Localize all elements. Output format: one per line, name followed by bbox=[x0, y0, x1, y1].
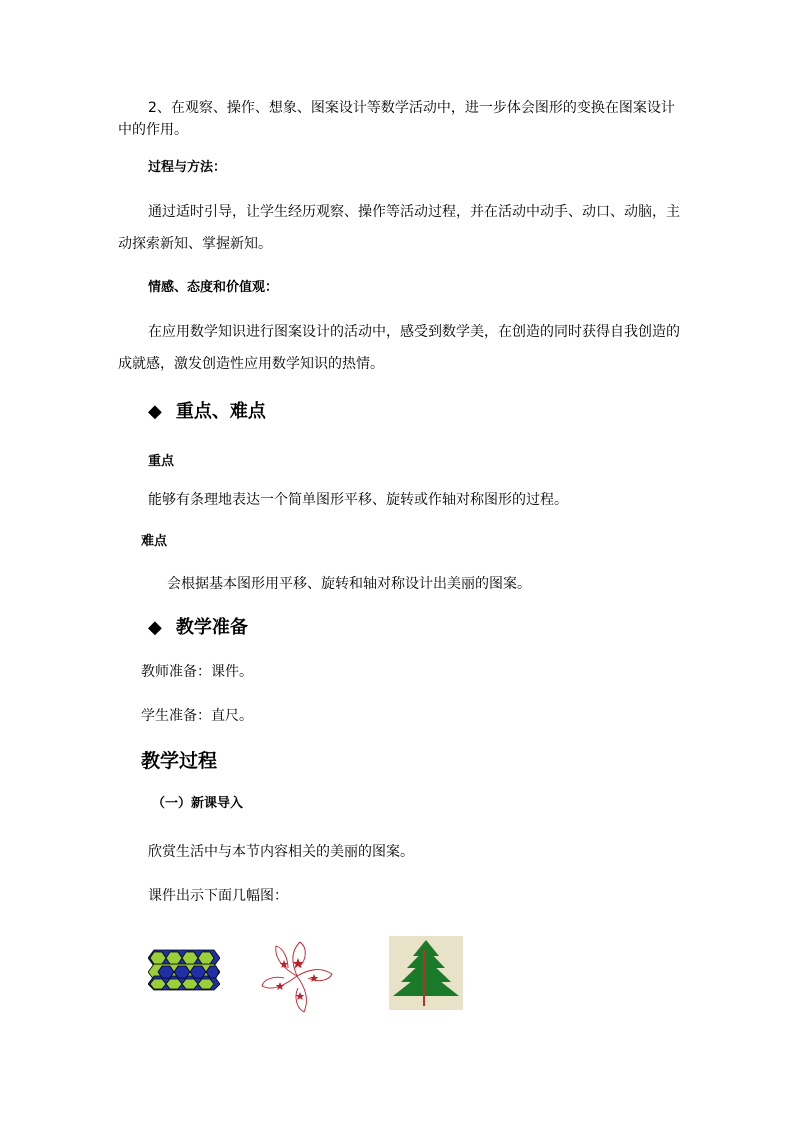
student-preparation: 学生准备：直尺。 bbox=[141, 708, 253, 724]
emotion-line2: 成就感，激发创造性应用数学知识的热情。 bbox=[118, 356, 384, 372]
teacher-preparation: 教师准备：课件。 bbox=[141, 664, 253, 680]
difficulty-text: 会根据基本图形用平移、旋转和轴对称设计出美丽的图案。 bbox=[167, 576, 531, 592]
hexagon-tile-pattern-image bbox=[148, 946, 220, 992]
section-line2: 课件出示下面几幅图： bbox=[148, 888, 288, 904]
christmas-tree-pattern-image bbox=[389, 936, 463, 1010]
section-new-lesson-title: （一）新课导入 bbox=[152, 796, 244, 811]
process-method-line2: 动探索新知、掌握新知。 bbox=[118, 236, 272, 252]
process-method-title: 过程与方法： bbox=[148, 160, 227, 175]
preparation-heading-text: 教学准备 bbox=[175, 617, 248, 638]
difficulty-title: 难点 bbox=[141, 534, 168, 549]
emotion-title: 情感、态度和价值观： bbox=[148, 280, 279, 295]
process-method-line1: 通过适时引导，让学生经历观察、操作等活动过程，并在活动中动手、动口、动脑，主 bbox=[148, 204, 680, 220]
key-points-heading bbox=[148, 400, 266, 424]
focus-title: 重点 bbox=[148, 454, 175, 469]
emotion-line1: 在应用数学知识进行图案设计的活动中，感受到数学美，在创造的同时获得自我创造的 bbox=[148, 324, 680, 340]
objective-item2-line1: 2、在观察、操作、想象、图案设计等数学活动中，进一步体会图形的变换在图案设计 bbox=[148, 100, 675, 116]
teaching-process-heading: 教学过程 bbox=[141, 750, 218, 772]
section-line1: 欣赏生活中与本节内容相关的美丽的图案。 bbox=[148, 844, 414, 860]
key-points-heading-text: 重点、难点 bbox=[175, 401, 266, 422]
focus-text: 能够有条理地表达一个简单图形平移、旋转或作轴对称图形的过程。 bbox=[148, 492, 568, 508]
diamond-bullet-icon: ◆ bbox=[148, 617, 162, 638]
diamond-bullet-icon: ◆ bbox=[148, 401, 162, 422]
preparation-heading bbox=[148, 616, 248, 640]
bauhinia-flower-pattern-image bbox=[252, 936, 342, 1018]
objective-item2-line2: 中的作用。 bbox=[118, 122, 188, 138]
